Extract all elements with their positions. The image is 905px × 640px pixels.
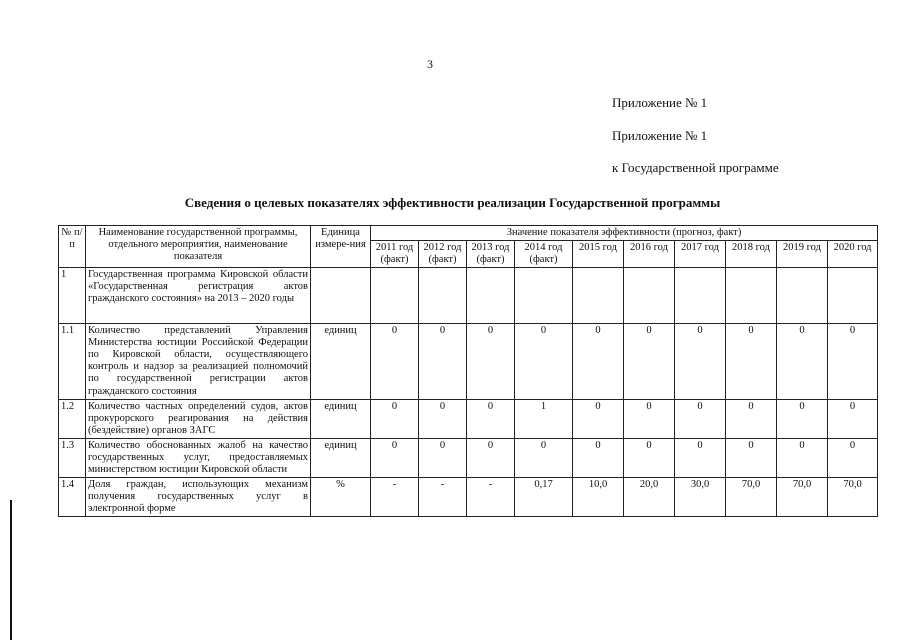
row-value: 70,0	[828, 477, 878, 516]
row-value: 0	[726, 399, 777, 438]
row-value: 0	[371, 399, 419, 438]
row-value: 10,0	[573, 477, 624, 516]
row-name: Государственная программа Кировской области «Государственная регистрация актов гражданского состояния» на 2013 – 2020 годы	[86, 268, 311, 324]
row-value: 0	[573, 399, 624, 438]
table-row	[59, 268, 878, 324]
row-value: 0	[419, 438, 467, 477]
row-num: 1.2	[59, 399, 86, 438]
row-value: 0	[828, 438, 878, 477]
row-value: 0	[624, 438, 675, 477]
row-value: -	[467, 477, 515, 516]
row-unit	[311, 268, 371, 324]
table-row	[59, 399, 878, 438]
header-year: 2016 год	[624, 241, 675, 268]
row-value: 70,0	[726, 477, 777, 516]
header-year: 2017 год	[675, 241, 726, 268]
row-value: 0	[624, 324, 675, 399]
header-year: 2011 год (факт)	[371, 241, 419, 268]
table-row	[59, 438, 878, 477]
row-value: 0,17	[515, 477, 573, 516]
row-value: 0	[726, 438, 777, 477]
header-year: 2015 год	[573, 241, 624, 268]
row-value: -	[371, 477, 419, 516]
row-value: 0	[828, 324, 878, 399]
row-value: 0	[624, 399, 675, 438]
row-name: Количество частных определений судов, актов прокурорского реагирования на действия (бездействие) органов ЗАГС	[86, 399, 311, 438]
header-year: 2019 год	[777, 241, 828, 268]
document-title: Сведения о целевых показателях эффективности реализации Государственной программы	[184, 195, 721, 210]
row-value: 1	[515, 399, 573, 438]
row-value: 0	[726, 324, 777, 399]
appendix-line-3: к Государственной программе	[612, 160, 779, 175]
indicators-table	[58, 225, 878, 517]
header-values-group: Значение показателя эффективности (прогноз, факт)	[371, 226, 878, 241]
row-value: -	[419, 477, 467, 516]
appendix-line-2: Приложение № 1	[612, 128, 708, 143]
row-value	[467, 268, 515, 324]
row-value: 0	[371, 438, 419, 477]
row-num: 1.1	[59, 324, 86, 399]
row-value: 0	[515, 438, 573, 477]
row-name: Доля граждан, использующих механизм получения государственных услуг в электронной форме	[86, 477, 311, 516]
row-unit: единиц	[311, 438, 371, 477]
row-value	[828, 268, 878, 324]
row-value: 0	[777, 324, 828, 399]
row-value	[515, 268, 573, 324]
row-value: 0	[777, 399, 828, 438]
header-year: 2014 год (факт)	[515, 241, 573, 268]
row-value	[777, 268, 828, 324]
header-year: 2012 год (факт)	[419, 241, 467, 268]
row-value: 0	[467, 399, 515, 438]
row-value: 0	[828, 399, 878, 438]
row-num: 1.4	[59, 477, 86, 516]
row-value	[573, 268, 624, 324]
row-value: 0	[419, 324, 467, 399]
row-value: 0	[419, 399, 467, 438]
row-value: 0	[675, 324, 726, 399]
row-value: 0	[675, 399, 726, 438]
table-row	[59, 477, 878, 516]
row-value	[624, 268, 675, 324]
row-value	[726, 268, 777, 324]
row-value	[419, 268, 467, 324]
row-value: 0	[777, 438, 828, 477]
header-unit: Единица измере-ния	[311, 226, 371, 268]
row-value: 0	[371, 324, 419, 399]
header-year: 2013 год (факт)	[467, 241, 515, 268]
row-value	[675, 268, 726, 324]
row-value: 0	[467, 438, 515, 477]
header-year: 2018 год	[726, 241, 777, 268]
header-num: № п/п	[59, 226, 86, 268]
row-num: 1	[59, 268, 86, 324]
header-year: 2020 год	[828, 241, 878, 268]
scan-edge-mark	[10, 500, 12, 640]
row-unit: единиц	[311, 324, 371, 399]
row-value: 0	[573, 324, 624, 399]
row-value: 20,0	[624, 477, 675, 516]
row-value: 0	[675, 438, 726, 477]
row-value: 0	[467, 324, 515, 399]
row-value: 70,0	[777, 477, 828, 516]
row-name: Количество обоснованных жалоб на качество государственных услуг, предоставляемых министерством юстиции Кировской области	[86, 438, 311, 477]
row-value: 30,0	[675, 477, 726, 516]
row-value: 0	[515, 324, 573, 399]
table-row	[59, 324, 878, 399]
row-value: 0	[573, 438, 624, 477]
appendix-line-1: Приложение № 1	[612, 95, 708, 110]
page-number: 3	[427, 57, 433, 71]
row-name: Количество представлений Управления Министерства юстиции Российской Федерации по Кировской области, осуществляющего контроль и надзор за реализацией полномочий по государственной регистрации актов гражданского состояния	[86, 324, 311, 399]
row-value	[371, 268, 419, 324]
header-name: Наименование государственной программы, отдельного мероприятия, наименование показателя	[86, 226, 311, 268]
row-unit: единиц	[311, 399, 371, 438]
row-num: 1.3	[59, 438, 86, 477]
row-unit: %	[311, 477, 371, 516]
